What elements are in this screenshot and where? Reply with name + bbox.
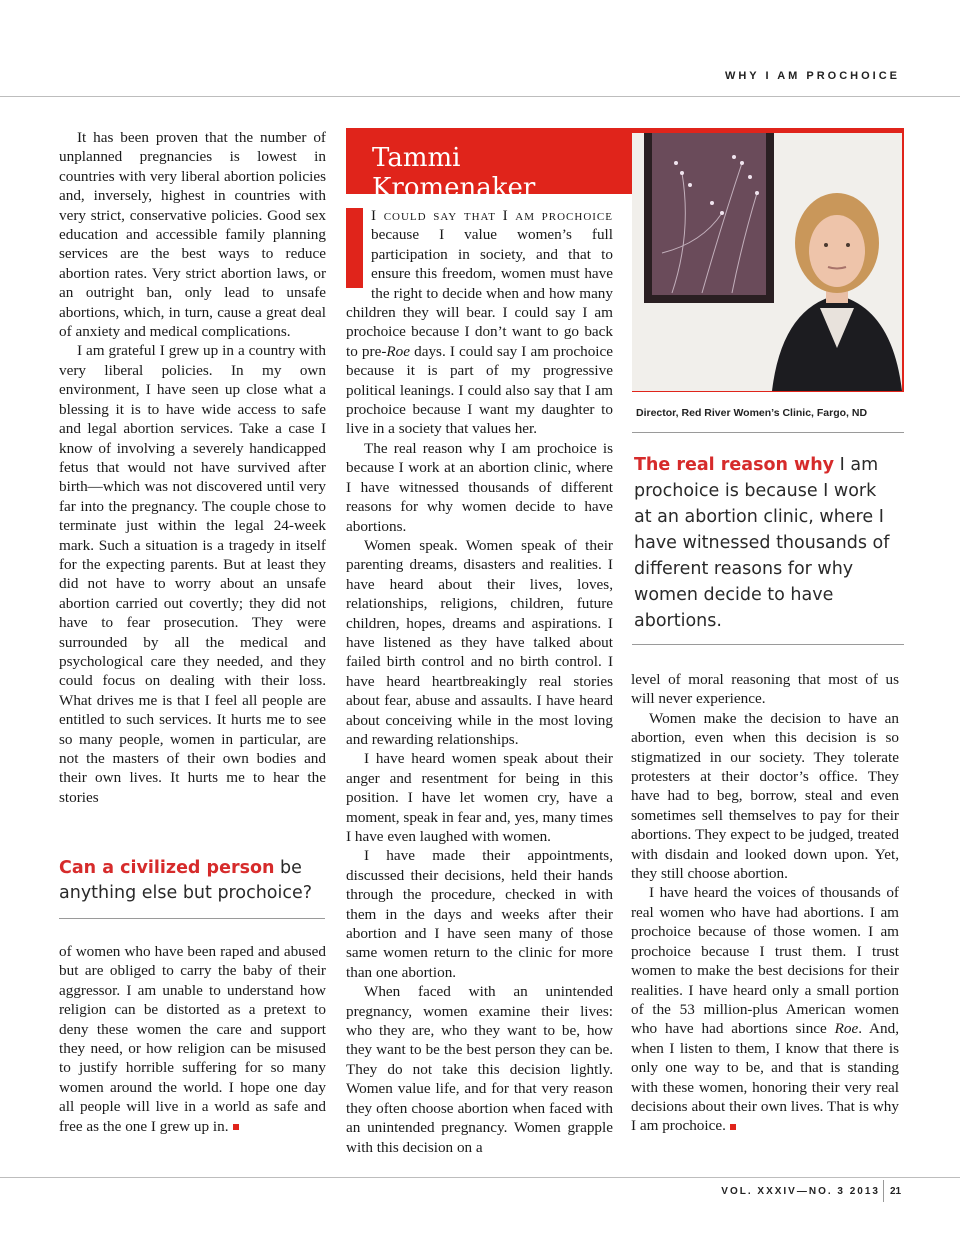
paragraph: of women who have been raped and abused but are obliged to carry the baby of their aggressor. I am unable to understand how religion can be distorted as a pretext to deny these women the care and support they need, or how religion can be misused to justify horrible suffering for so many women around the world. I hope one day all people will live in a world as safe and free as the one I grew up in.: [59, 943, 326, 1135]
section-title: WHY I AM PROCHOICE: [724, 70, 900, 82]
portrait-illustration: [632, 133, 902, 391]
lead-smallcaps: I could say that I am prochoice: [371, 207, 613, 224]
pull-quote-2: [634, 452, 894, 634]
column-1: [59, 128, 326, 807]
pull-quote-text: be anything else but prochoice?: [59, 858, 313, 903]
page-number: 21: [890, 1186, 902, 1197]
divider: [59, 918, 325, 919]
pull-quote-highlight: The real reason why: [634, 455, 835, 475]
top-rule: [0, 96, 960, 97]
pull-quote-1: [59, 856, 329, 906]
divider: [632, 644, 904, 645]
bottom-rule: [0, 1177, 960, 1178]
lead-paragraph: I could say that I am prochoice because I value women’s full participation in society, and that to ensure this freedom, women must have the right to decide when and how many children they will bear. I could say I am prochoice because I don’t want to go back to pre-Roe days. I could say I am prochoice because it is part of my progressive political leanings. I could also say that I am prochoice because I want my daughter to live in a society that values her.: [346, 207, 614, 438]
end-mark-icon: [233, 1124, 239, 1130]
drop-cap-icon: [346, 208, 363, 288]
paragraph: I am grateful I grew up in a country with very liberal policies. In my own environment, I have seen up close what a blessing it is to have wide access to safe and legal abortion services. Take a case I know of involving a severely handicapped fetus that would not have survived after birth—which was not discovered until very far into the pregnancy. The couple chose to terminate just within the legal 24-week mark. Such a situation is a tragedy in itself for the expecting parents. But at least they did not have to worry about an unsafe abortion carried out covertly; they did not have to fear prosecution. They were surrounded by all the medical and psychological care they needed, and they could focus on dealing with their loss. What drives me is that I feel all people are entitled to such services. It hurts me to see so many people, women in particular, are not the masters of their own bodies and their own lives. It hurts me to hear the stories: [59, 342, 326, 806]
column-2: [346, 206, 613, 1157]
author-name-band: [346, 128, 632, 203]
paragraph: I have heard women speak about their anger and resentment for being in this position. I have let women cry, have a moment, speak in fear and, yes, many times I have even laughed with women.: [346, 750, 613, 845]
photo-caption: Director, Red River Women’s Clinic, Fargo, ND: [636, 407, 868, 419]
issue-info: VOL. XXXIV—NO. 3 2013: [721, 1186, 880, 1197]
column-1-continued: [59, 942, 326, 1136]
paragraph: Women speak. Women speak of their parenting dreams, disasters and realities. I have heard about their lives, loves, relationships, religions, children, future children, hopes, dreams and aspirations. I have listened as they have talked about failed birth control and no birth control. I have heard heartbreakingly real stories about fear, abuse and assaults. I have heard about conceiving while in the most loving and rewarding relationships.: [346, 536, 613, 748]
pull-quote-text: I am prochoice is because I work at an abortion clinic, where I have witnessed thousands of different reasons for why women decide to have abortions.: [634, 455, 890, 631]
end-mark-icon: [730, 1124, 736, 1130]
paragraph: I have heard the voices of thousands of real women who have had abortions. I am prochoice because of those women. I am prochoice because I trust them. I trust women to make the best decisions for their realities. I have heard only a small portion of the 53 million-plus American women who have had abortions since Roe. And, when I listen to them, I know that there is only one way to be, and that is standing with these women, honoring their very real decisions about their own lives. That is why I am prochoice.: [631, 884, 899, 1135]
paragraph: It has been proven that the number of unplanned pregnancies is lowest in countries with very liberal abortion policies and, inversely, highest in countries with very strict, conservative policies. Good sex education and accessible family planning services are the best ways to reduce abortion rates. Very strict abortion laws, or an outright ban, only lead to unsafe abortions, which, in turn, cause a great deal of anxiety and medical complications.: [59, 129, 326, 341]
pull-quote-highlight: Can a civilized person: [59, 858, 275, 878]
paragraph: The real reason why I am prochoice is because I work at an abortion clinic, where I have witnessed thousands of different reasons for why women decide to have abortions.: [346, 439, 613, 535]
paragraph: Women make the decision to have an abortion, even when this decision is so stigmatized in our society. They tolerate protesters at their doctor’s office. They have had to beg, borrow, steal and even sometimes sell themselves to pay for their abortions. They expect to be judged, treated with disdain and looked down upon. Yet, they still choose abortion.: [631, 709, 899, 883]
paragraph: I have made their appointments, discussed their decisions, held their hands through the procedure, checked in with them in the days and weeks after their abortion and I have seen many of those same women return to the clinic for more than one abortion.: [346, 847, 613, 981]
divider: [632, 432, 904, 433]
author-name: Tammi Kromenaker: [372, 143, 536, 203]
column-3: [631, 670, 899, 1136]
paragraph: level of moral reasoning that most of us will never experience.: [631, 671, 899, 708]
footer-separator: [883, 1180, 884, 1202]
paragraph: When faced with an unintended pregnancy, women examine their lives: who they are, who they want to be, how they want to be the best person they can be. They do not take this decision lightly. Women value life, and for that very reason they often choose abortion when faced with an unintended pregnancy. Women grapple with this decision on a: [346, 983, 613, 1156]
portrait-photo: [632, 133, 902, 391]
